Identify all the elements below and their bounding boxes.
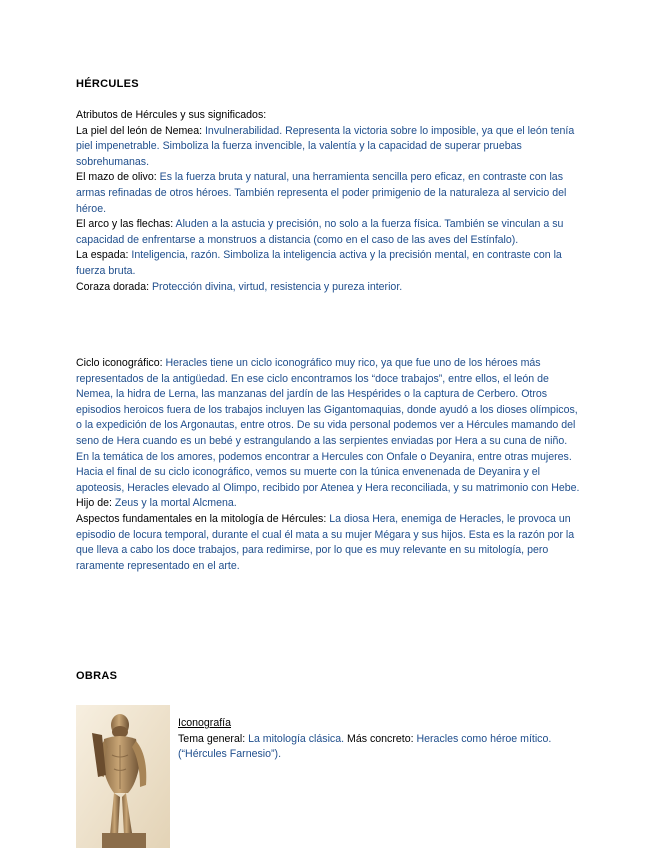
attribute-text: Inteligencia, razón. Simboliza la inteligencia activa y la precisión mental, en contraste con la fuerza bruta. bbox=[76, 249, 562, 277]
attribute-text: Es la fuerza bruta y natural, una herramienta sencilla pero eficaz, en contraste con las armas refinadas de otros héroes. También representa el poder primigenio de la naturaleza al servicio del héroe. bbox=[76, 171, 567, 215]
aspects-paragraph bbox=[76, 512, 580, 574]
attributes-section bbox=[76, 108, 580, 295]
attribute-text: Aluden a la astucia y precisión, no solo a la fuerza física. También se vinculan a su capacidad de enfrentarse a monstruos a distancia (como en el caso de las aves del Estínfalo). bbox=[76, 218, 564, 246]
iconography-label: Iconografía bbox=[178, 717, 232, 729]
attribute-text: Protección divina, virtud, resistencia y pureza interior. bbox=[151, 280, 403, 293]
works-iconography bbox=[178, 716, 578, 763]
attribute-item bbox=[76, 124, 580, 171]
son-text: Zeus y la mortal Alcmena. bbox=[114, 497, 237, 510]
attribute-item bbox=[76, 217, 580, 248]
attribute-text: Invulnerabilidad. Representa la victoria sobre lo imposible, ya que el león tenía piel impenetrable. Simboliza la fuerza invencible, la valentía y la capacidad de superar pruebas sobrehumanas. bbox=[76, 124, 575, 168]
theme-value: La mitología clásica. bbox=[248, 732, 345, 745]
attribute-item bbox=[76, 248, 580, 279]
cycle-paragraph bbox=[76, 356, 580, 496]
theme-label: Tema general: bbox=[178, 732, 249, 745]
aspects-label: Aspectos fundamentales en la mitología de Hércules: bbox=[76, 512, 330, 525]
aspects-text: La diosa Hera, enemiga de Heracles, le provoca un episodio de locura temporal, durante el cual él mata a su mujer Mégara y sus hijos. Esta es la razón por la que lleva a cabo los doce trabajos, para redimirse, por lo que es muy relevante en su mitología, pero raramente representado en el arte. bbox=[76, 512, 575, 572]
son-of-line bbox=[76, 496, 580, 512]
hercules-statue-image bbox=[76, 705, 170, 848]
attribute-item bbox=[76, 280, 580, 296]
son-label: Hijo de: bbox=[76, 497, 115, 510]
attribute-label: La piel del león de Nemea: bbox=[76, 124, 205, 137]
attribute-label: El mazo de olivo: bbox=[76, 171, 160, 184]
theme-line bbox=[178, 732, 578, 763]
cycle-text: Heracles tiene un ciclo iconográfico muy rico, ya que fue uno de los héroes más representados de la antigüedad. En ese ciclo encontramos los “doce trabajos”, entre ellos, el león de Nemea, la hidra de Lerna, las manzanas del jardín de las Hespérides o la captura de Cerbero. Otros episodios heroicos fuera de los trabajos incluyen las Gigantomaquias, donde ayudó a los dioses olímpicos, o la expedición de los Argonautas, entre otros. De su vida personal podemos ver a Hércules mamando del seno de Hera cuando es un bebé y estrangulando a las serpientes enviadas por Hera a su cuna de niño. En la temática de los amores, podemos encontrar a Hercules con Onfale o Deyanira, entre otras mujeres. Hacia el final de su ciclo iconográfico, vemos su muerte con la túnica envenenada de Deyanira y el apoteosis, Heracles elevado al Olimpo, recibido por Atenea y Hera reconciliada, y su matrimonio con Hebe. bbox=[76, 357, 580, 494]
concrete-label: Más concreto: bbox=[344, 732, 417, 745]
attribute-item bbox=[76, 170, 580, 217]
page-title: HÉRCULES bbox=[76, 78, 139, 90]
cycle-label: Ciclo iconográfico: bbox=[76, 357, 166, 369]
attribute-label: Coraza dorada: bbox=[76, 280, 152, 293]
works-heading: OBRAS bbox=[76, 670, 118, 682]
attributes-intro: Atributos de Hércules y sus significados: bbox=[76, 109, 267, 121]
attribute-label: El arco y las flechas: bbox=[76, 218, 176, 231]
attribute-label: La espada: bbox=[76, 249, 132, 262]
concrete-value: Heracles como héroe mítico. (“Hércules Farnesio”). bbox=[178, 732, 552, 761]
cycle-section bbox=[76, 356, 580, 574]
statue-illustration bbox=[76, 705, 170, 848]
